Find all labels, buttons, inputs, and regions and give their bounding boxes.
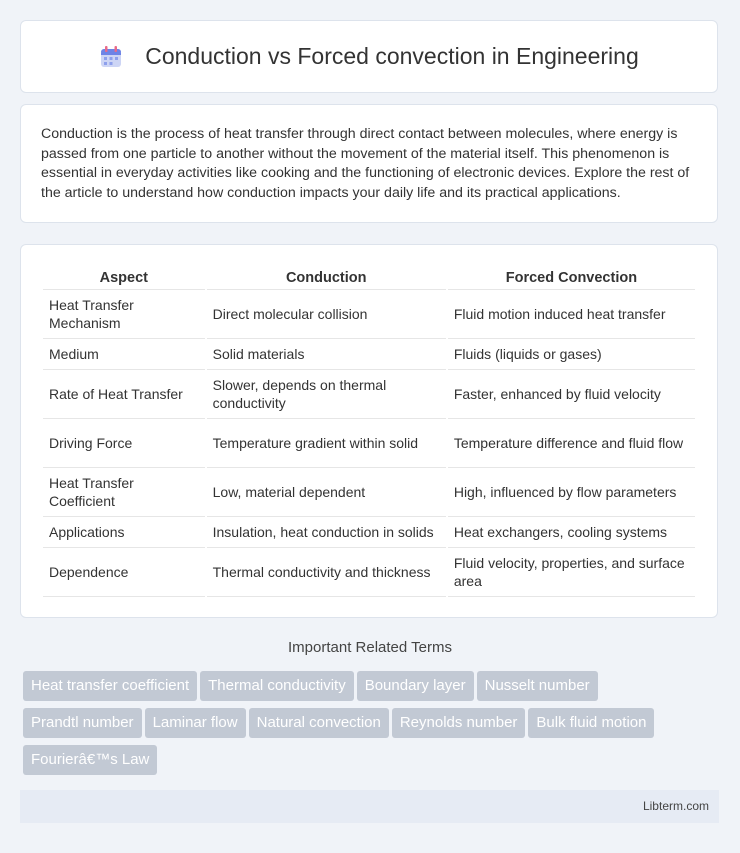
table-cell: Heat Transfer Coefficient — [43, 468, 205, 517]
related-term-tag[interactable]: Boundary layer — [357, 671, 474, 701]
table-cell: Dependence — [43, 548, 205, 597]
footer-site-link[interactable]: Libterm.com — [642, 799, 709, 813]
page-title: Conduction vs Forced convection in Engineering — [145, 43, 639, 69]
table-cell: Medium — [43, 339, 205, 370]
related-term-tag[interactable]: Laminar flow — [145, 708, 246, 738]
table-cell: Driving Force — [43, 419, 205, 468]
table-row — [43, 370, 695, 419]
table-row — [43, 290, 695, 339]
comparison-card — [20, 244, 718, 618]
related-term-tag[interactable]: Natural convection — [249, 708, 389, 738]
comparison-table — [41, 265, 697, 597]
table-row — [43, 468, 695, 517]
table-cell: Heat exchangers, cooling systems — [448, 517, 695, 548]
table-cell: Temperature difference and fluid flow — [448, 419, 695, 468]
table-cell: Low, material dependent — [207, 468, 446, 517]
table-cell: Insulation, heat conduction in solids — [207, 517, 446, 548]
table-header-row — [43, 265, 695, 290]
table-cell: High, influenced by flow parameters — [448, 468, 695, 517]
table-row — [43, 419, 695, 468]
table-row — [43, 339, 695, 370]
related-term-tag[interactable]: Heat transfer coefficient — [23, 671, 197, 701]
table-cell: Fluids (liquids or gases) — [448, 339, 695, 370]
related-terms-heading: Important Related Terms — [288, 639, 452, 656]
related-term-tag[interactable]: Reynolds number — [392, 708, 526, 738]
table-cell: Fluid motion induced heat transfer — [448, 290, 695, 339]
related-term-tag[interactable]: Prandtl number — [23, 708, 142, 738]
table-cell: Applications — [43, 517, 205, 548]
related-term-tag[interactable]: Thermal conductivity — [200, 671, 354, 701]
table-cell: Thermal conductivity and thickness — [207, 548, 446, 597]
column-header: Forced Convection — [448, 265, 695, 290]
table-cell: Fluid velocity, properties, and surface area — [448, 548, 695, 597]
table-cell: Direct molecular collision — [207, 290, 446, 339]
intro-card — [20, 104, 718, 223]
related-term-tag[interactable]: Fourierâ€™s Law — [23, 745, 157, 775]
table-cell: Slower, depends on thermal conductivity — [207, 370, 446, 419]
table-cell: Heat Transfer Mechanism — [43, 290, 205, 339]
table-cell: Temperature gradient within solid — [207, 419, 446, 468]
table-cell: Faster, enhanced by fluid velocity — [448, 370, 695, 419]
table-row — [43, 517, 695, 548]
related-term-tag[interactable]: Bulk fluid motion — [528, 708, 654, 738]
table-cell: Rate of Heat Transfer — [43, 370, 205, 419]
table-row — [43, 548, 695, 597]
footer — [20, 790, 719, 823]
title-card — [20, 20, 718, 93]
intro-paragraph: Conduction is the process of heat transfer through direct contact between molecules, where energy is passed from one particle to another without the movement of the material itself. This phenomenon is essential in everyday activities like cooking and the functioning of electronic devices. Explore the rest of the article to understand how conduction impacts your daily life and its practical applications. — [41, 126, 690, 201]
table-cell: Solid materials — [207, 339, 446, 370]
calendar-icon — [99, 45, 123, 69]
column-header: Aspect — [43, 265, 205, 290]
related-term-tag[interactable]: Nusselt number — [477, 671, 598, 701]
related-terms-list — [23, 671, 723, 782]
column-header: Conduction — [207, 265, 446, 290]
